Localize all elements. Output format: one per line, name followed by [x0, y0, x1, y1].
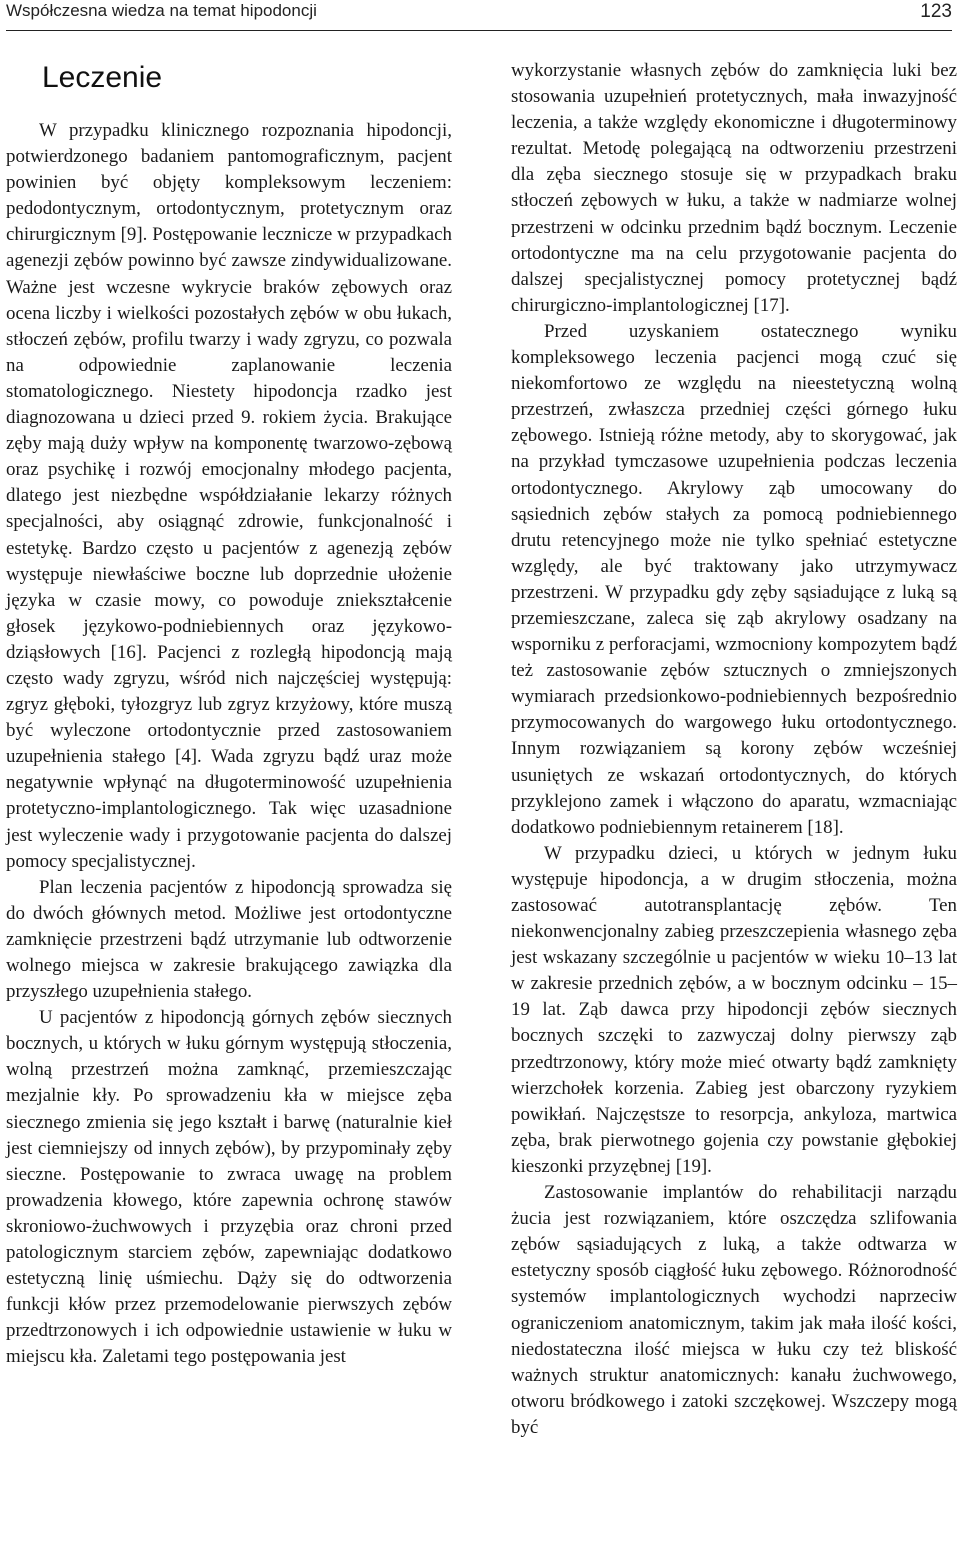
page-number: 123 [920, 1, 952, 22]
left-column [6, 52, 452, 1371]
paragraph: Plan leczenia pacjentów z hipodoncją sprowadza się do dwóch głównych metod. Możliwe jest ortodontyczne zamknięcie przestrzeni bądź utrzymanie lub odtworzenie wolnego miejsca w zakresie brakującego zawiązka dla przyszłego uzupełnienia stałego. [6, 876, 452, 1003]
paragraph: U pacjentów z hipodoncją górnych zębów siecznych bocznych, u których w łuku górnym występują stłoczenia, wolną przestrzeń można zamknąć, przemieszczając mezjalnie kły. Po sprowadzeniu kła w miejsce zęba siecznego zmienia się jego kształt i barwę (naturalnie kieł jest ciemniejszy od innych zębów), by przypominały zęby sieczne. Postępowanie to zwraca uwagę na problem prowadzenia kłowego, które zapewnia ochronę stawów skroniowo-żuchwowych i przyzębia oraz chroni przed patologicznym starciem zębów, zapewniając dodatkowo estetyczną linię uśmiechu. Dąży się do odtworzenia funkcji kłów przez przemodelowanie pierwszych zębów przedtrzonowych i ich odpowiednie ustawienie w łuku w miejscu kła. Zaletami tego postępowania jest [6, 1007, 452, 1368]
paragraph: Przed uzyskaniem ostatecznego wyniku kompleksowego leczenia pacjenci mogą czuć się niekomfortowo ze względu na nieestetyczną wolną przestrzeń, zwłaszcza przedniej części górnego łuku zębowego. Istnieją różne metody, aby to skorygować, jak na przykład tymczasowe uzupełnienia podczas leczenia ortodontycznego. Akrylowy ząb umocowany do sąsiednich zębów stałych za pomocą podniebiennego drutu retencyjnego może nie tylko spełniać estetyczne względy, ale być traktowany jako utrzymywacz przestrzeni. W przypadku gdy zęby sąsiadujące z luką są przemieszczane, zaleca się ząb akrylowy osadzany na wsporniku z perforacjami, wzmocniony kompozytem bądź też zastosowanie zębów sztucznych o zmniejszonych wymiarach przedsionkowo-podniebiennych bezpośrednio przymocowanych do wargowego łuku ortodontycznego. Innym rozwiązaniem są korony zębów wcześniej usuniętych ze wskazań ortodontycznych, do których przyklejono zamek i włączono do aparatu, wzmacniając dodatkowo podniebiennym retainerem [18]. [511, 320, 957, 838]
paragraph: wykorzystanie własnych zębów do zamknięcia luki bez stosowania uzupełnień protetycznych, mała inwazyjność leczenia, a także względy ekonomiczne i długoterminowy rezultat. Metodę polegającą na odtworzeniu przestrzeni dla zęba siecznego stosuje się w przypadkach braku stłoczeń zębowych w łuku, a także w nadmiarze wolnej przestrzeni w odcinku przednim bądź bocznym. Leczenie ortodontyczne ma na celu przygotowanie pacjenta do dalszej specjalistycznej pomocy protetycznej bądź chirurgiczno-implantologicznej [17]. [511, 60, 957, 316]
running-header [6, 0, 952, 31]
right-column [511, 58, 957, 1441]
section-heading: Leczenie [42, 61, 163, 94]
paragraph: Zastosowanie implantów do rehabilitacji narządu żucia jest rozwiązaniem, które oszczędza szlifowania zębów sąsiadujących z luką, a także odtwarza w estetyczny sposób ciągłość łuku zębowego. Różnorodność systemów implantologicznych wychodzi naprzeciw ograniczeniom anatomicznym, takim jak mała ilość kości, niedostateczna ilość miejsca w łuku czy też bliskość ważnych struktur anatomicznych: kanału żuchwowego, otworu bródkowego i zatoki szczękowej. Wszczepy mogą być [511, 1182, 957, 1438]
running-title: Współczesna wiedza na temat hipodoncji [6, 1, 317, 20]
paragraph: W przypadku dzieci, u których w jednym łuku występuje hipodoncja, a w drugim stłoczenia, można zastosować autotransplantację zębów. Ten niekonwencjonalny zabieg przeszczepienia własnego zęba jest wskazany szczególnie u pacjentów w wieku 10–13 lat w zakresie przednich zębów, a w bocznym odcinku – 15–19 lat. Ząb dawca przy hipodoncji zębów siecznych bocznych szczęki to zazwyczaj dolny pierwszy ząb przedtrzonowy, który może mieć otwarty bądź zamknięty wierzchołek korzenia. Zabieg jest obarczony ryzykiem powikłań. Najczęstsze to resorpcja, ankyloza, martwica zęba, brak pierwotnego gojenia czy powstanie głębokiej kieszonki przyzębnej [19]. [511, 842, 957, 1177]
paragraph: W przypadku klinicznego rozpoznania hipodoncji, potwierdzonego badaniem pantomograficznym, pacjent powinien być objęty kompleksowym leczeniem: pedodontycznym, ortodontycznym, protetycznym oraz chirurgicznym [9]. Postępowanie lecznicze w przypadkach agenezji zębów powinno być zawsze zindywidualizowane. Ważne jest wczesne wykrycie braków zębowych oraz ocena liczby i wielkości pozostałych zębów w obu łukach, stłoczeń zębów, profilu twarzy i wady zgryzu, co pozwala na odpowiednie zaplanowanie leczenia stomatologicznego. Niestety hipodoncja rzadko jest diagnozowana u dzieci przed 9. rokiem życia. Brakujące zęby mają duży wpływ na komponentę twarzowo-zębową oraz psychikę i rozwój emocjonalny młodego pacjenta, dlatego jest niezbędne współdziałanie lekarzy różnych specjalności, aby osiągnąć zdrowie, funkcjonalność i estetykę. Bardzo często u pacjentów z agenezją zębów występuje niewłaściwe boczne lub doprzednie ułożenie języka w czasie mowy, co powoduje zniekształcenie głosek językowo-podniebiennych oraz językowo-dziąsłowych [16]. Pacjenci z rozległą hipodoncją mają często wady zgryzu, wśród nich najczęściej występują: zgryz głęboki, tyłozgryz lub zgryz krzyżowy, które muszą być wyleczone ortodontycznie przed zastosowaniem uzupełnienia stałego [4]. Wada zgryzu bądź uraz może negatywnie wpłynąć na długoterminowość uzupełnienia protetyczno-implantologicznego. Tak więc uzasadnione jest wyleczenie wady i przygotowanie pacjenta do dalszej pomocy specjalistycznej. [6, 120, 452, 872]
